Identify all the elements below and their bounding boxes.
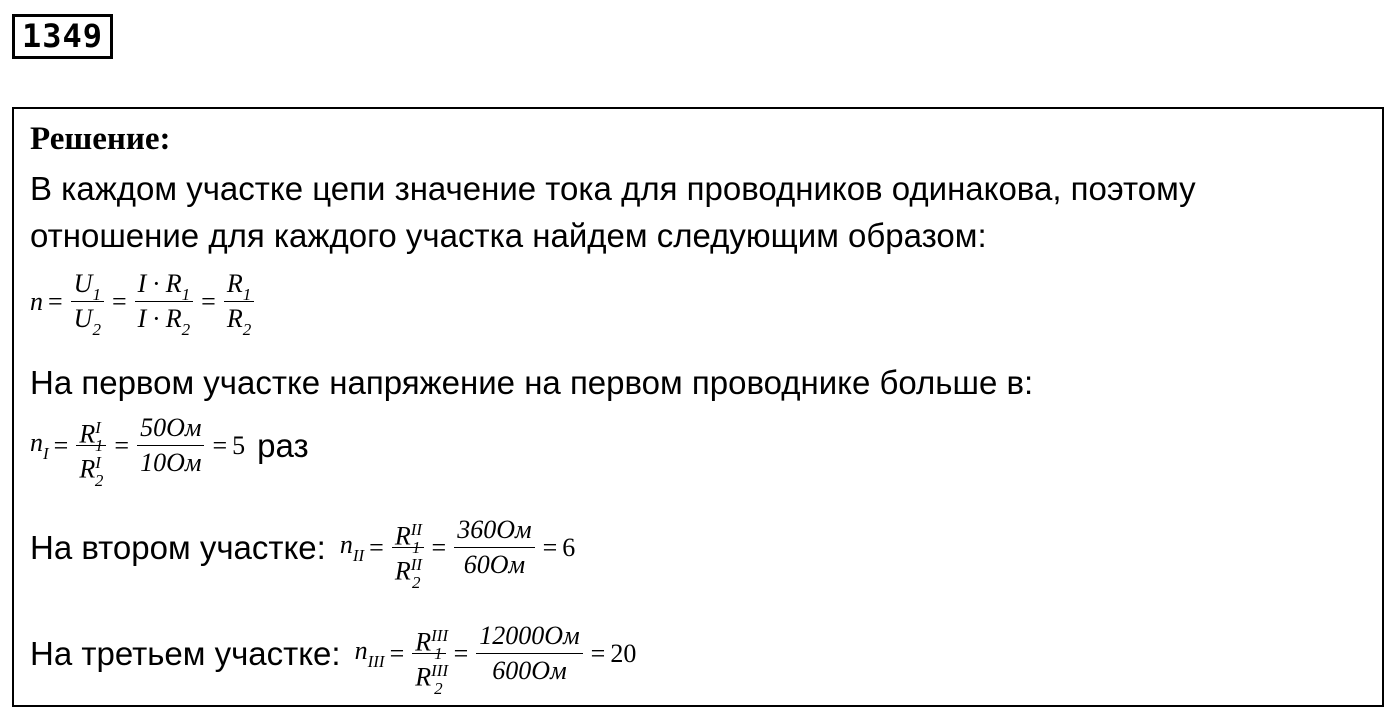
fraction-values-third: $\frac{12000Ом}{600Ом}$ — [476, 619, 582, 688]
fraction-values-second: $\frac{360Ом}{60Ом}$ — [454, 513, 534, 582]
general-formula: n = $\frac{U_1}{U_2}$ = $\frac{I \cdot R_1}{I \cdot R_2}$ = $\frac{R_1}{R_2}$ — [30, 267, 257, 336]
second-section-formula: На втором участке: $n_{II}$ = $\frac{R^{II}_1}{R^{II}_2}$ = $\frac{360Ом}{60Ом}$ = 6 — [30, 515, 576, 592]
first-section-formula: $n_I$ = $\frac{R^I_1}{R^I_2}$ = $\frac{50Ом}{10Ом}$ = 5 раз — [30, 413, 309, 490]
second-result: 6 — [562, 532, 576, 562]
fraction-r: $\frac{R_1}{R_2}$ — [224, 267, 254, 336]
fraction-ir: $\frac{I \cdot R_1}{I \cdot R_2}$ — [135, 267, 194, 336]
fraction-r-third: $\frac{R^{III}_1}{R^{III}_2}$ — [412, 619, 445, 688]
fraction-r-first: $\frac{R^I_1}{R^I_2}$ — [76, 411, 106, 480]
second-section-text: На втором участке: — [30, 528, 326, 566]
first-unit-word: раз — [257, 426, 309, 464]
solution-heading: Решение: — [30, 121, 171, 157]
third-section-text: На третьем участке: — [30, 634, 341, 672]
problem-number: 1349 — [12, 14, 113, 59]
intro-line-1: В каждом участке цепи значение тока для проводников одинакова, поэтому — [30, 170, 1196, 207]
fraction-values-first: $\frac{50Ом}{10Ом}$ — [137, 411, 204, 480]
formula-lhs: n — [30, 286, 43, 316]
first-section-text: На первом участке напряжение на первом проводнике больше в: — [30, 364, 1034, 401]
first-result: 5 — [232, 430, 246, 460]
intro-line-2: отношение для каждого участка найдем следующим образом: — [30, 217, 987, 254]
fraction-r-second: $\frac{R^{II}_1}{R^{II}_2}$ — [392, 513, 424, 582]
third-section-formula: На третьем участке: $n_{III}$ = $\frac{R^{III}_1}{R^{III}_2}$ = $\frac{12000Ом}{600Ом}$ = 20 — [30, 621, 637, 698]
third-result: 20 — [610, 638, 637, 668]
solution-box — [12, 107, 1384, 707]
fraction-u: $\frac{U_1}{U_2}$ — [71, 267, 104, 336]
